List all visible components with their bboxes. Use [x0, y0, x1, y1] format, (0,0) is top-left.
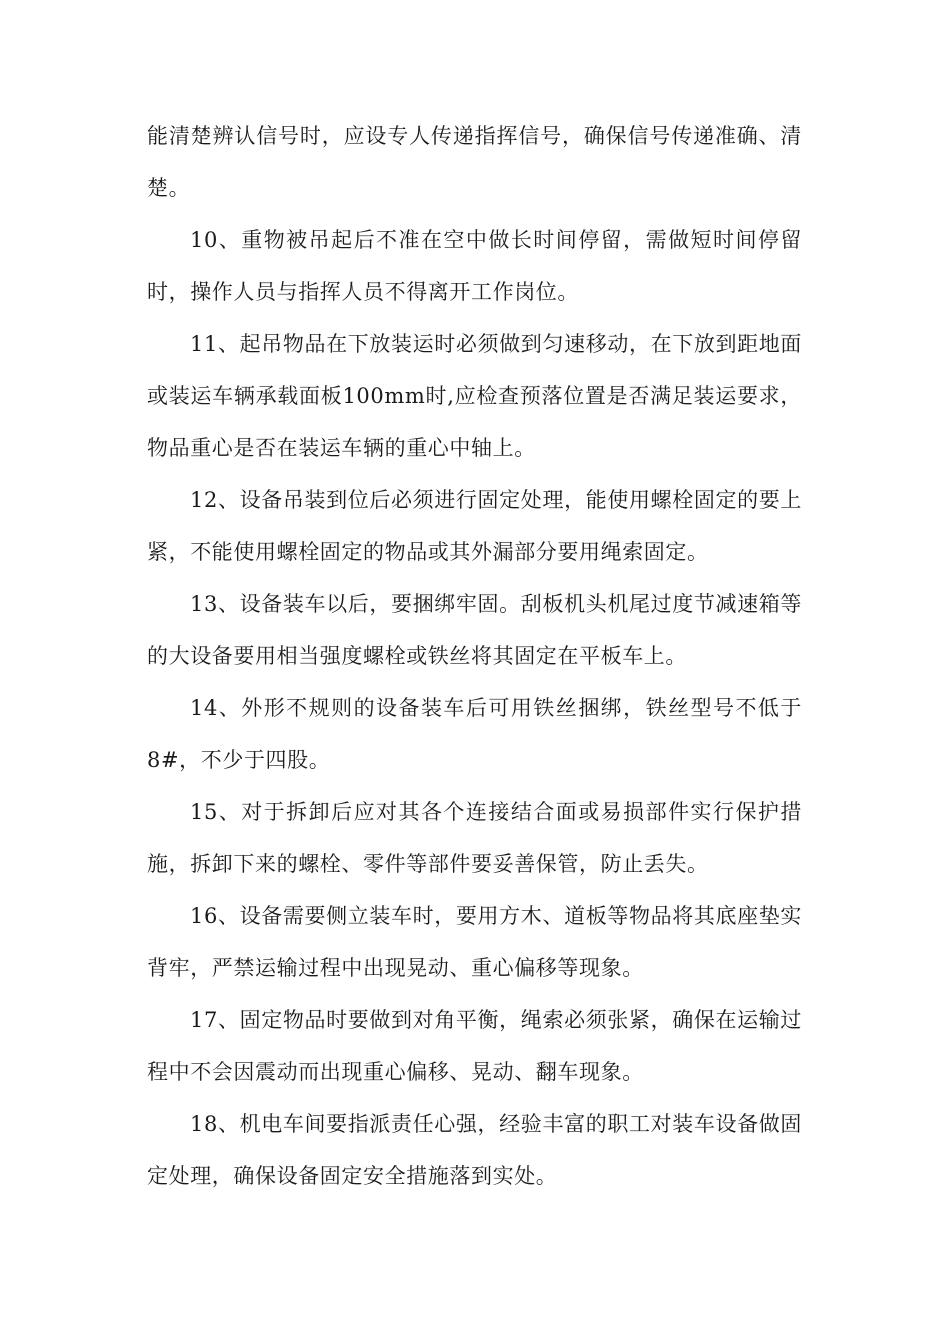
paragraph-item-12: 12、设备吊装到位后必须进行固定处理，能使用螺栓固定的要上紧，不能使用螺栓固定的物品或其外漏部分要用绳索固定。: [147, 488, 802, 564]
paragraph-item-10: 10、重物被吊起后不准在空中做长时间停留，需做短时间停留时，操作人员与指挥人员不得离开工作岗位。: [147, 228, 802, 304]
paragraph-item-14: 14、外形不规则的设备装车后可用铁丝捆绑，铁丝型号不低于8#，不少于四股。: [147, 696, 802, 772]
document-page: [147, 110, 802, 1202]
paragraph-item-15: 15、对于拆卸后应对其各个连接结合面或易损部件实行保护措施，拆卸下来的螺栓、零件等部件要妥善保管，防止丢失。: [147, 800, 802, 876]
paragraph-continuation: 能清楚辨认信号时，应设专人传递指挥信号，确保信号传递准确、清楚。: [147, 124, 802, 200]
paragraph-item-13: 13、设备装车以后，要捆绑牢固。刮板机头机尾过度节减速箱等的大设备要用相当强度螺栓或铁丝将其固定在平板车上。: [147, 592, 802, 668]
paragraph-item-17: 17、固定物品时要做到对角平衡，绳索必须张紧，确保在运输过程中不会因震动而出现重心偏移、晃动、翻车现象。: [147, 1008, 802, 1084]
paragraph-item-16: 16、设备需要侧立装车时，要用方木、道板等物品将其底座垫实背牢，严禁运输过程中出现晃动、重心偏移等现象。: [147, 904, 802, 980]
paragraph-item-11: 11、起吊物品在下放装运时必须做到匀速移动，在下放到距地面或装运车辆承载面板100mm时,应检查预落位置是否满足装运要求，物品重心是否在装运车辆的重心中轴上。: [147, 332, 802, 460]
paragraph-item-18: 18、机电车间要指派责任心强，经验丰富的职工对装车设备做固定处理，确保设备固定安全措施落到实处。: [147, 1112, 802, 1188]
